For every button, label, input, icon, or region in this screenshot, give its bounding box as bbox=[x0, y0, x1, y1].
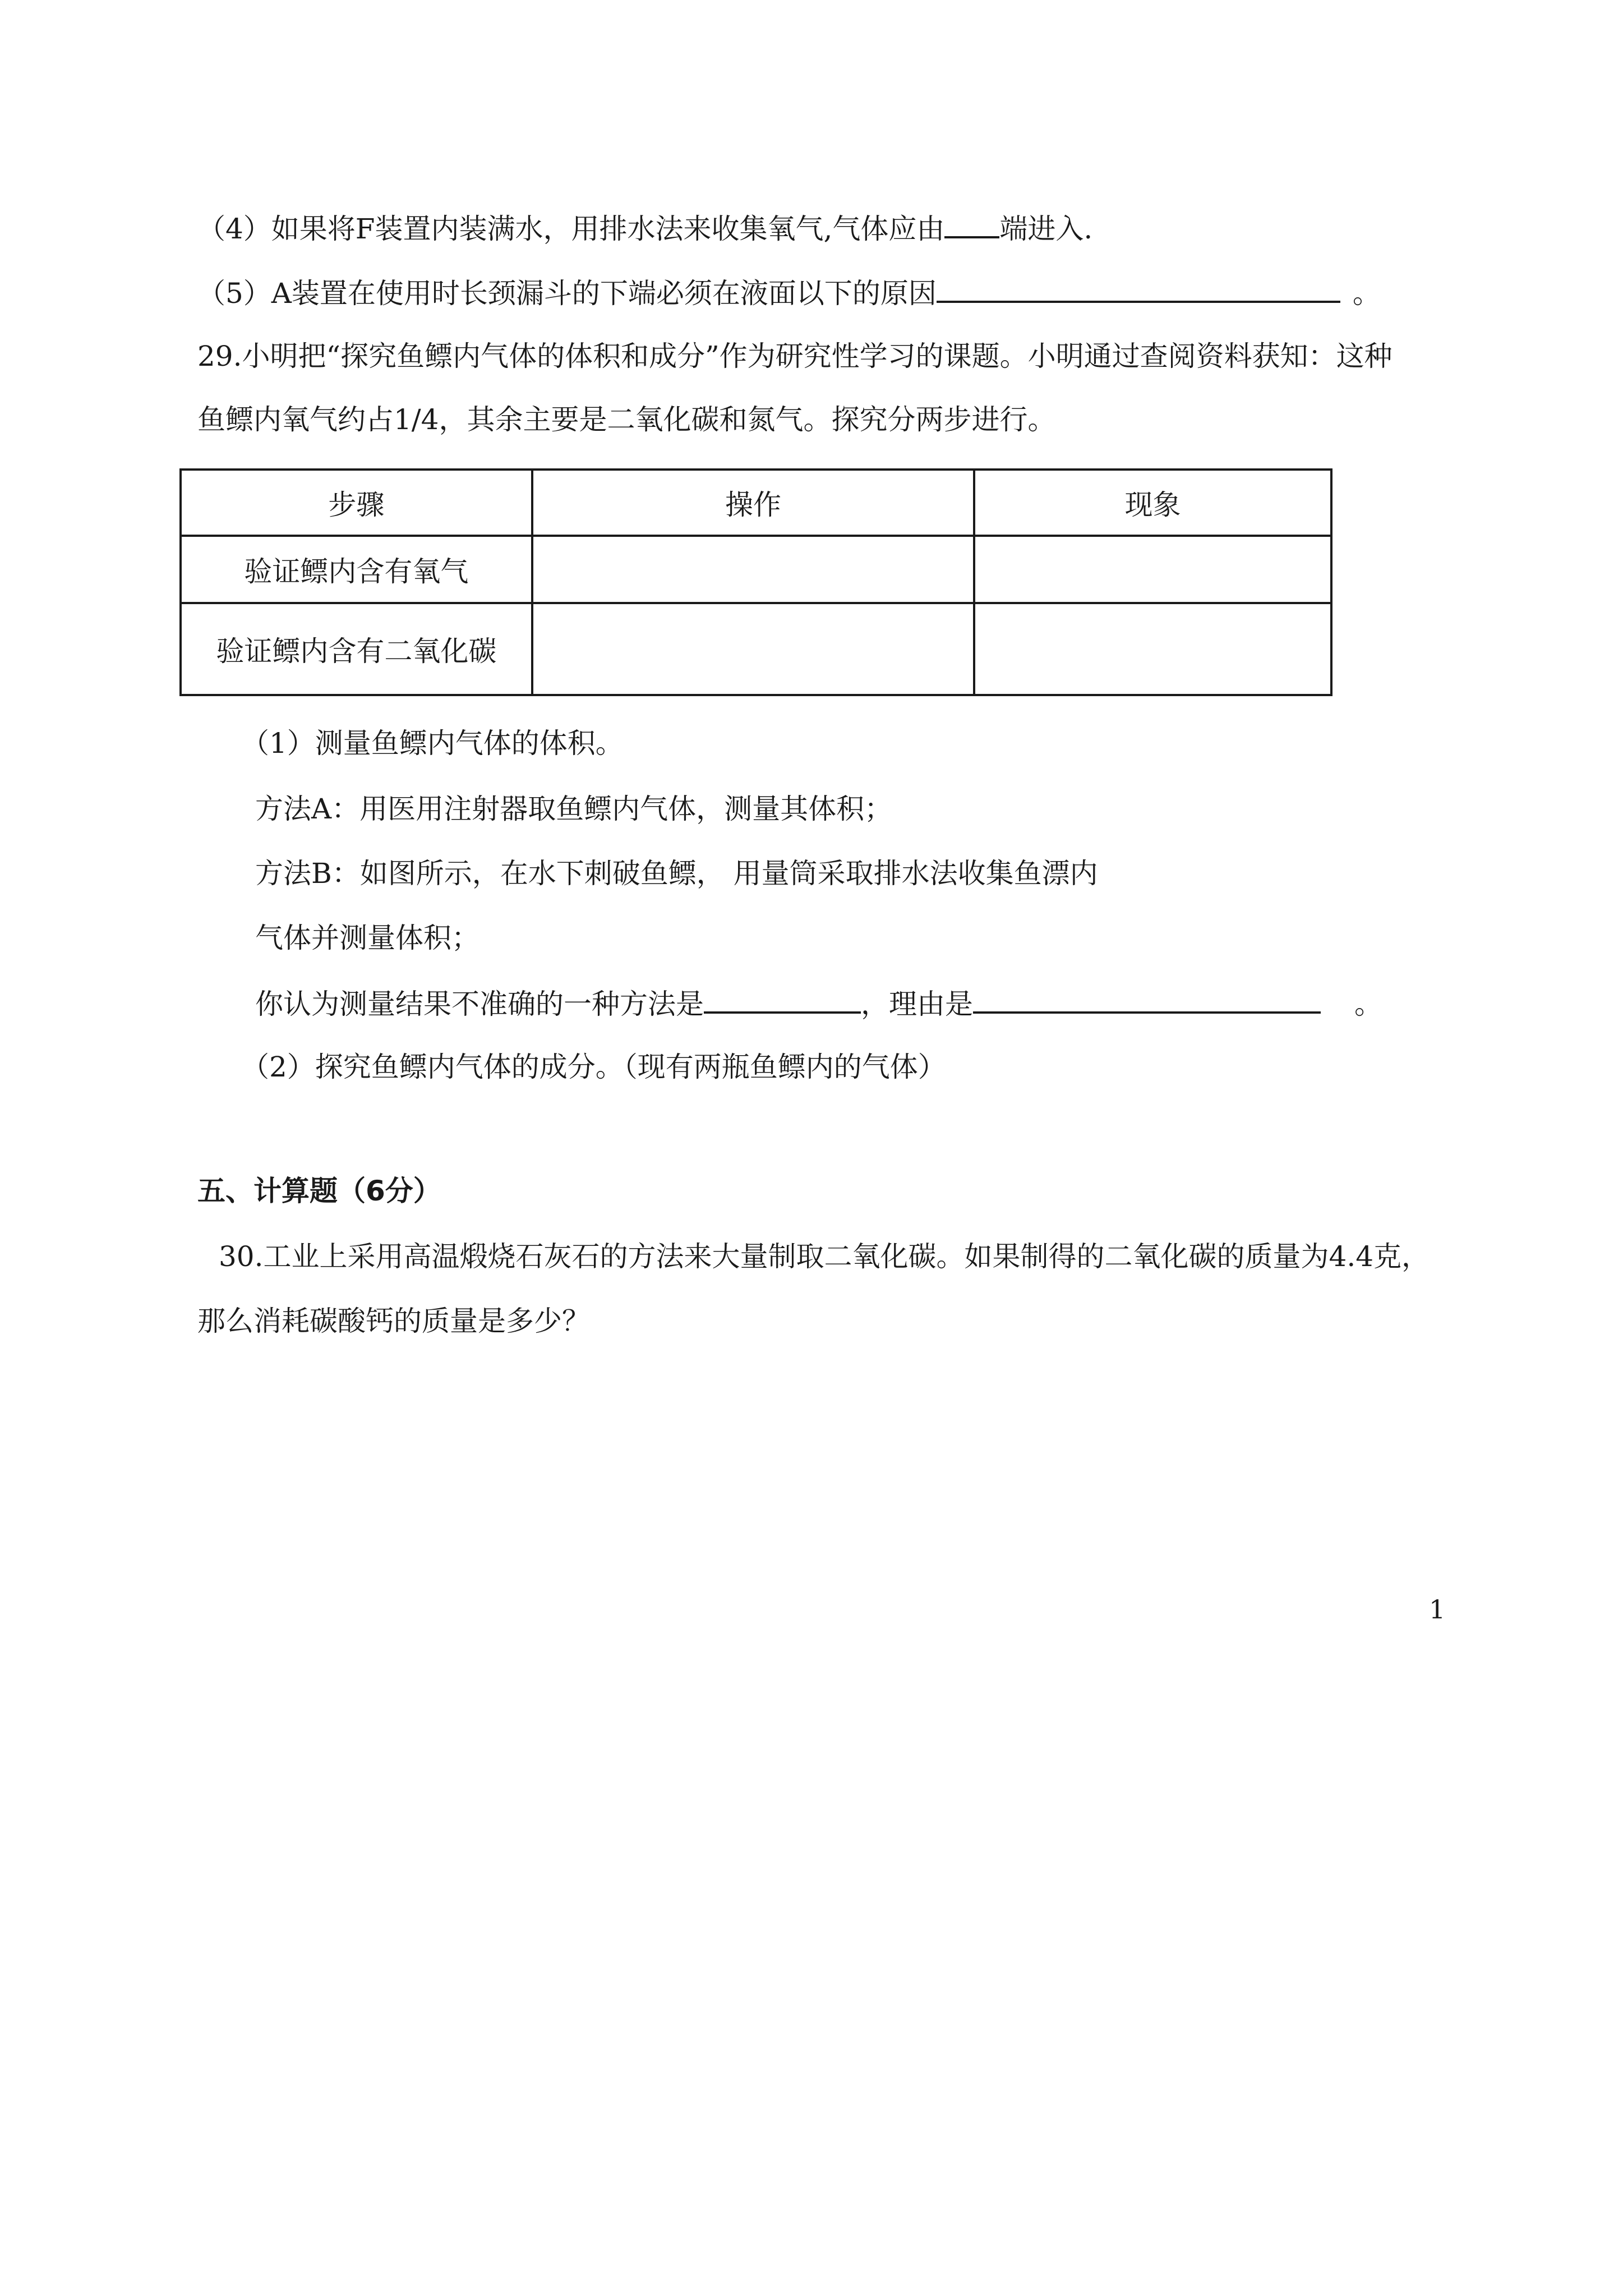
q29-method-blank[interactable] bbox=[704, 986, 861, 1014]
q29-intro-line1: 29.小明把“探究鱼鳔内气体的体积和成分”作为研究性学习的课题。小明通过查阅资料获知：这种 bbox=[197, 340, 1393, 372]
page-number: 1 bbox=[1429, 1594, 1446, 1625]
q29-intro-line2: 鱼鳔内氧气约占1/4，其余主要是二氧化碳和氮气。探究分两步进行。 bbox=[197, 403, 1056, 436]
q29-reason-blank[interactable] bbox=[973, 986, 1321, 1014]
q28-item4 bbox=[197, 210, 1092, 246]
q28-item4-text: （4）如果将F装置内装满水，用排水法来收集氧气,气体应由 bbox=[197, 213, 945, 245]
table-header-operation: 操作 bbox=[532, 470, 974, 536]
q28-item5-text: （5）A装置在使用时长颈漏斗的下端必须在液面以下的原因 bbox=[197, 277, 937, 310]
q29-method-b-line2: 气体并测量体积； bbox=[255, 922, 479, 954]
q29-method-b-line1: 方法B：如图所示，在水下刺破鱼鳔， 用量筒采取排水法收集鱼漂内 bbox=[255, 857, 1098, 890]
table-row bbox=[181, 536, 1331, 603]
table-header-phenomenon: 现象 bbox=[974, 470, 1331, 536]
q30-line2: 那么消耗碳酸钙的质量是多少？ bbox=[197, 1305, 590, 1337]
q29-part2-title: （2）探究鱼鳔内气体的成分。（现有两瓶鱼鳔内的气体） bbox=[241, 1051, 946, 1083]
q29-steps-table bbox=[179, 468, 1332, 696]
table-cell-phenomenon[interactable] bbox=[974, 603, 1331, 695]
table-cell-step: 验证鳔内含有二氧化碳 bbox=[181, 603, 532, 695]
table-cell-operation[interactable] bbox=[532, 603, 974, 695]
table-header-row bbox=[181, 470, 1331, 536]
q30-line1: 30.工业上采用高温煅烧石灰石的方法来大量制取二氧化碳。如果制得的二氧化碳的质量为4.4克， bbox=[219, 1240, 1430, 1273]
q29-method-a: 方法A：用医用注射器取鱼鳔内气体，测量其体积； bbox=[255, 793, 893, 825]
q29-inaccurate-tail: 。 bbox=[1354, 988, 1382, 1020]
table-cell-step: 验证鳔内含有氧气 bbox=[181, 536, 532, 603]
q29-inaccurate-mid: ，理由是 bbox=[861, 988, 973, 1020]
q28-item4-blank[interactable] bbox=[944, 210, 999, 238]
q28-item4-tail: 端进入. bbox=[999, 213, 1093, 245]
table-header-step: 步骤 bbox=[181, 470, 532, 536]
table-cell-operation[interactable] bbox=[532, 536, 974, 603]
q29-inaccurate-prefix: 你认为测量结果不准确的一种方法是 bbox=[255, 988, 704, 1020]
q28-item5-blank[interactable] bbox=[937, 275, 1340, 303]
section5-title: 五、计算题（6分） bbox=[197, 1175, 441, 1207]
q29-inaccurate-question bbox=[255, 986, 1382, 1021]
table-cell-phenomenon[interactable] bbox=[974, 536, 1331, 603]
q28-item5 bbox=[197, 275, 1381, 310]
table-row bbox=[181, 603, 1331, 695]
q29-part1-title: （1）测量鱼鳔内气体的体积。 bbox=[241, 727, 624, 760]
q28-item5-tail: 。 bbox=[1352, 277, 1381, 310]
